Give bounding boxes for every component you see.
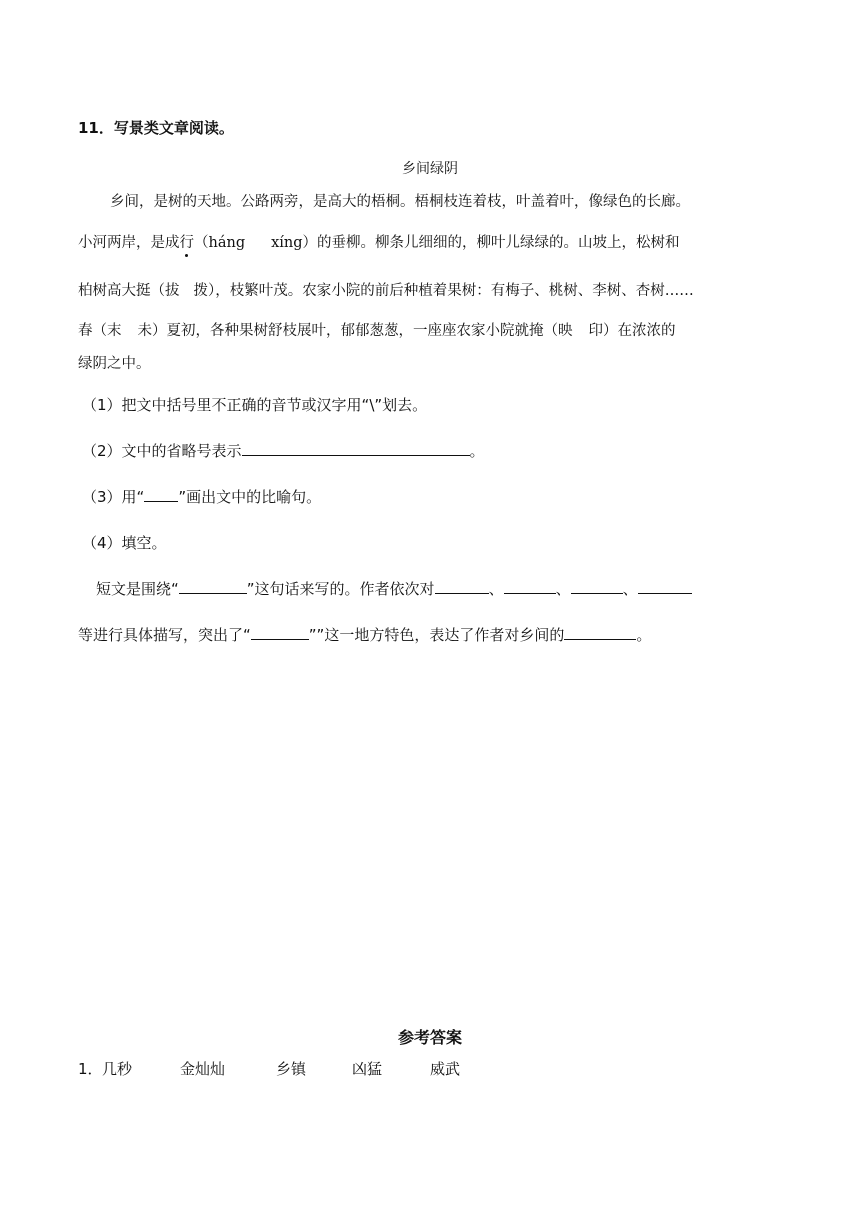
passage-line-1: 乡间，是树的天地。公路两旁，是高大的梧桐。梧桐枝连着枝，叶盖着叶，像绿色的长廊。 <box>110 194 690 210</box>
passage-line-3 <box>78 279 694 300</box>
passage-text: 拨），枝繁叶茂。农家小院的前后种植着果树：有梅子、桃树、李树、杏树…… <box>193 283 694 299</box>
sub-question-text: 。 <box>469 442 485 460</box>
answer-blank[interactable] <box>251 627 309 640</box>
answers-title: 参考答案 <box>397 1028 462 1047</box>
answer-blank[interactable] <box>571 581 623 594</box>
answer-blank[interactable] <box>179 581 247 594</box>
sub-question-text: （3）用“ <box>82 488 145 506</box>
sub-question-1: （1）把文中括号里不正确的音节或汉字用“\”划去。 <box>82 396 428 414</box>
emphasis-dot-char: 行 <box>179 235 194 251</box>
answer-blank[interactable] <box>242 443 470 456</box>
pinyin-option-1: （háng <box>194 235 246 251</box>
sub-question-4: （4）填空。 <box>82 534 167 552</box>
sub-question-text: ”画出文中的比喻句。 <box>178 488 322 506</box>
fill-text: 短文是围绕“ <box>96 580 179 598</box>
fill-line-2 <box>78 624 651 645</box>
fill-text: ”这句话来写的。作者依次对 <box>246 580 435 598</box>
separator: 、 <box>622 580 638 598</box>
fill-text: 等进行具体描写，突出了“ <box>78 626 251 644</box>
answer-item: 金灿灿 <box>180 1060 226 1078</box>
sub-question-3 <box>82 486 321 507</box>
sub-question-2 <box>82 440 485 461</box>
answer-row-1 <box>78 1058 460 1079</box>
question-title: 11．写景类文章阅读。 <box>78 119 234 137</box>
answer-blank[interactable] <box>504 581 556 594</box>
passage-text: 未）夏初，各种果树舒枝展叶，郁郁葱葱，一座座农家小院就掩（映 <box>137 323 573 339</box>
passage-line-4 <box>78 319 676 340</box>
answer-number: 1． <box>78 1060 103 1078</box>
char-option-1: 柏树高大挺（拔 <box>78 283 180 299</box>
sub-question-text: （2）文中的省略号表示 <box>82 442 242 460</box>
passage-line-5: 绿阴之中。 <box>78 356 151 372</box>
answer-blank[interactable] <box>435 581 489 594</box>
passage-title: 乡间绿阴 <box>402 161 458 177</box>
answer-item: 凶猛 <box>352 1060 383 1078</box>
separator: 、 <box>488 580 504 598</box>
answer-item: 乡镇 <box>276 1060 307 1078</box>
char-option-1: 春（末 <box>78 323 122 339</box>
answer-blank[interactable] <box>144 489 178 502</box>
separator: 、 <box>555 580 571 598</box>
fill-text: ””这一地方特色，表达了作者对乡间的 <box>308 626 565 644</box>
passage-line-2 <box>78 231 680 252</box>
passage-text: 小河两岸，是成 <box>78 235 180 251</box>
passage-text: 印）在浓浓的 <box>588 323 676 339</box>
answer-blank[interactable] <box>638 581 692 594</box>
pinyin-option-2: xíng）的垂柳。柳条儿细细的，柳叶儿绿绿的。山坡上，松树和 <box>271 235 680 251</box>
answer-blank[interactable] <box>564 627 636 640</box>
answer-item: 威武 <box>430 1060 461 1078</box>
answer-item: 几秒 <box>102 1060 133 1078</box>
fill-line-1 <box>96 578 692 599</box>
fill-text: 。 <box>636 626 652 644</box>
